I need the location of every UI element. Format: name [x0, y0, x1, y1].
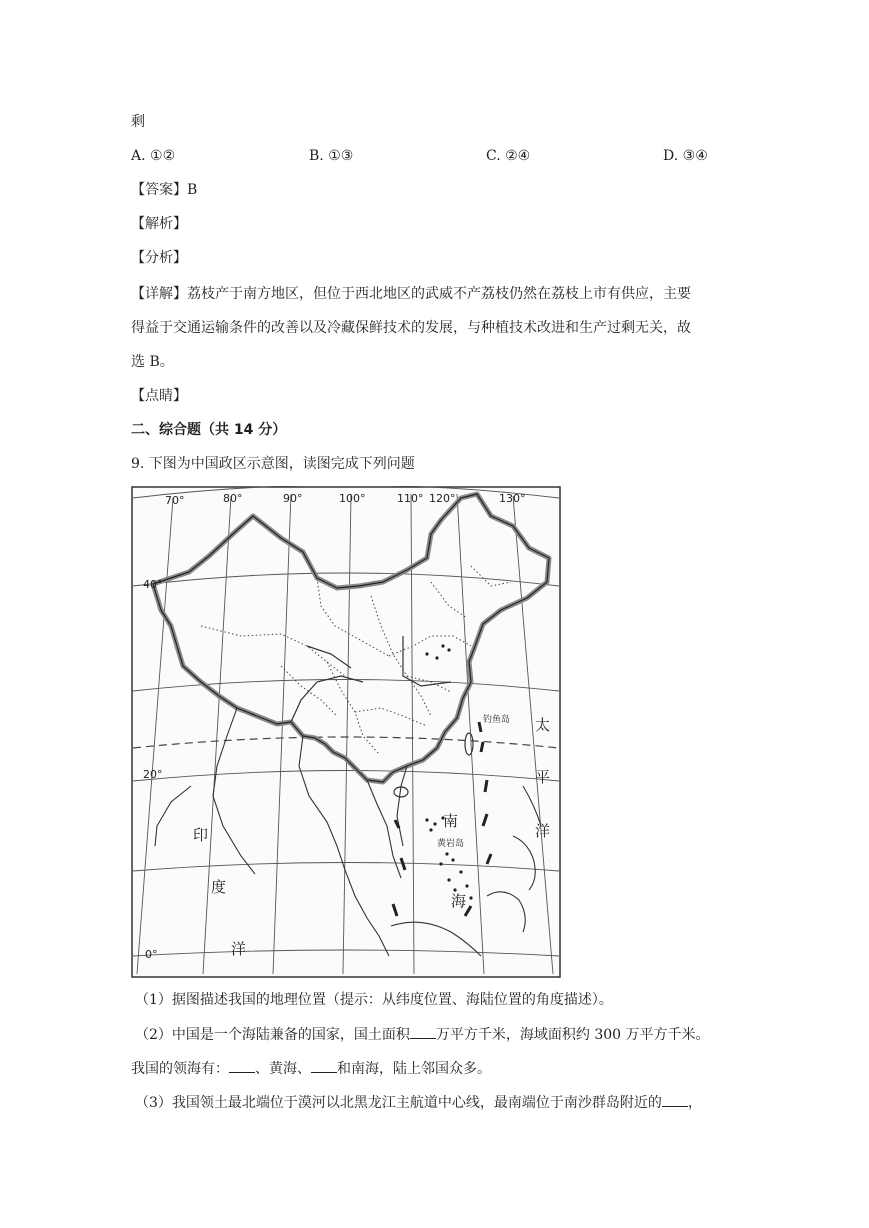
label-huangyan-island: 黄岩岛: [437, 839, 465, 849]
lon-label-80: 80°: [223, 492, 243, 505]
lon-label-110: 110°: [397, 492, 424, 505]
question-9-sub-3: [135, 1092, 702, 1113]
label-south-china-sea-1: 南: [443, 812, 459, 830]
comment-header: 【点睛】: [131, 388, 187, 404]
answer-line: 【答案】B: [131, 182, 198, 198]
sub-3-text-b: ，: [687, 1095, 702, 1111]
lat-label-40: 40°: [143, 578, 163, 591]
lon-label-100: 100°: [339, 492, 366, 505]
lon-label-70: 70°: [165, 494, 185, 507]
option-b-value: ①③: [328, 148, 354, 164]
label-south-china-sea-2: 海: [451, 892, 467, 910]
detail-line-3: 选 B。: [131, 354, 174, 370]
analysis-header: 【解析】: [131, 216, 187, 232]
question-8-continued-text: 剩: [131, 114, 145, 130]
option-c-value: ②④: [505, 148, 531, 164]
lat-label-20: 20°: [143, 768, 163, 781]
option-c: [486, 146, 530, 166]
sub-3-text-a: （3）我国领土最北端位于漠河以北黑龙江主航道中心线，最南端位于南沙群岛附近的: [135, 1095, 662, 1111]
label-indian-2: 度: [211, 878, 227, 896]
label-pacific-2: 平: [535, 768, 551, 786]
option-c-label: C.: [486, 148, 501, 164]
label-pacific-1: 太: [535, 716, 551, 734]
territorial-sea-blank-2[interactable]: [311, 1058, 337, 1073]
option-d-label: D.: [663, 148, 679, 164]
lon-label-90: 90°: [283, 492, 303, 505]
question-9-sub-2-line-2: [131, 1058, 491, 1079]
section-title: 二、综合题（共 14 分）: [131, 422, 287, 438]
question-9-sub-1: （1）据图描述我国的地理位置（提示：从纬度位置、海陆位置的角度描述）。: [135, 992, 613, 1008]
option-a: [131, 146, 175, 166]
option-b-label: B.: [309, 148, 324, 164]
sub-2-text-b: 万平方千米，海域面积约 300 万平方千米。: [435, 1027, 710, 1043]
southernmost-point-blank[interactable]: [662, 1092, 688, 1107]
question-9-sub-2-line-1: [135, 1024, 710, 1045]
option-d: [663, 146, 708, 166]
option-a-label: A.: [131, 148, 146, 164]
detail-line-1: 【详解】荔枝产于南方地区，但位于西北地区的武威不产荔枝仍然在荔枝上市有供应，主要: [131, 286, 691, 302]
territorial-sea-blank-1[interactable]: [229, 1058, 255, 1073]
sub-2-text-a: （2）中国是一个海陆兼备的国家，国土面积: [135, 1027, 410, 1043]
lon-label-120: 120°: [429, 492, 456, 505]
label-indian-3: 洋: [231, 940, 247, 958]
lat-label-0: 0°: [145, 948, 158, 961]
label-diaoyu-island: 钓鱼岛: [483, 715, 511, 725]
option-d-value: ③④: [682, 148, 708, 164]
sub-2-line-2-text-a: 我国的领海有：: [131, 1061, 229, 1077]
lon-label-130: 130°: [499, 492, 526, 505]
china-political-map: [131, 486, 561, 978]
label-indian-1: 印: [193, 826, 209, 844]
sub-2-line-2-text-b: 、黄海、: [255, 1061, 311, 1077]
option-a-value: ①②: [150, 148, 176, 164]
land-area-blank[interactable]: [410, 1024, 436, 1039]
analysis-subheader: 【分析】: [131, 250, 187, 266]
sub-2-line-2-text-c: 和南海，陆上邻国众多。: [337, 1061, 491, 1077]
label-pacific-3: 洋: [535, 822, 551, 840]
detail-line-2: 得益于交通运输条件的改善以及冷藏保鲜技术的发展，与种植技术改进和生产过剩无关，故: [131, 320, 691, 336]
option-b: [309, 146, 353, 166]
map-svg: [131, 486, 561, 978]
question-9-stem: 9. 下图为中国政区示意图，读图完成下列问题: [131, 456, 415, 472]
